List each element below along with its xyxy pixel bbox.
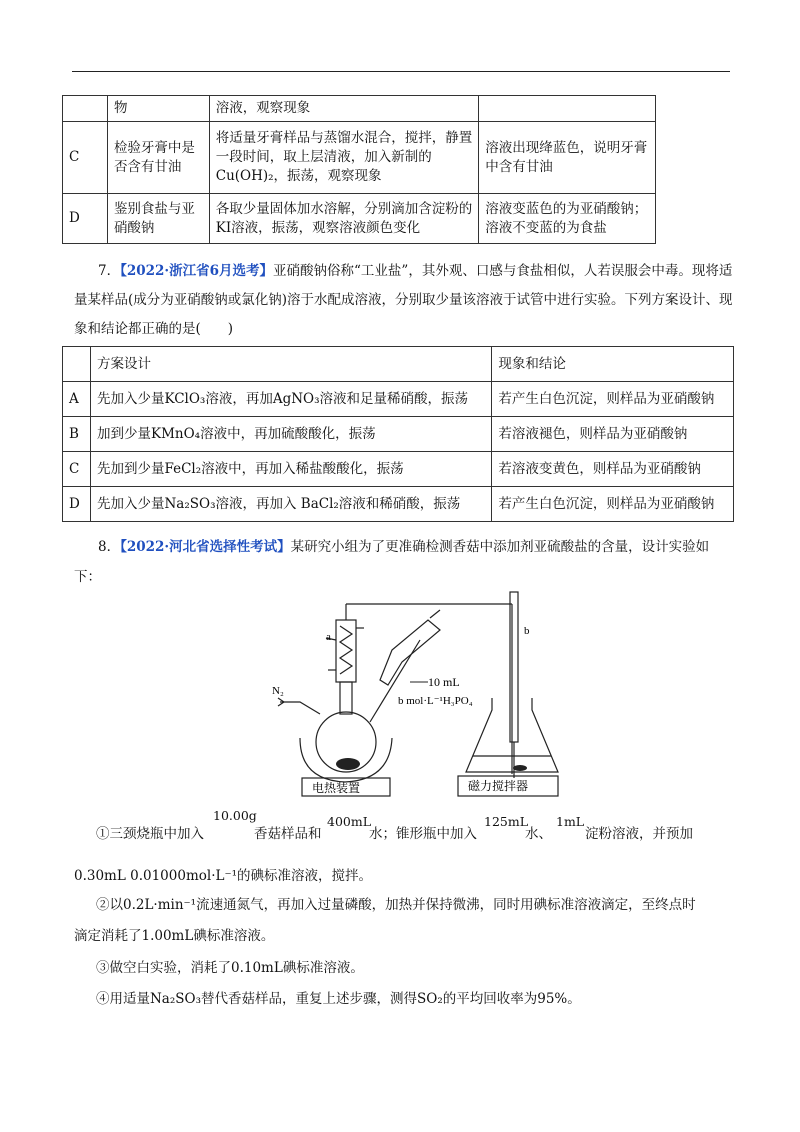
question-number: 7． [98, 263, 121, 279]
apparatus-diagram [270, 590, 560, 798]
option-letter: B [63, 417, 91, 452]
step-4-text: ④用适量Na₂SO₃替代香菇样品，重复上述步骤，测得SO₂的平均回收率为95%。 [96, 991, 581, 1007]
cell-design: 将适量牙膏样品与蒸馏水混合，搅拌，静置一段时间，取上层清液，加入新制的Cu(OH)₂，振荡，观察现象 [209, 122, 479, 194]
table-row [63, 194, 656, 244]
header-result: 现象和结论 [492, 347, 734, 382]
cell-letter: D [63, 194, 108, 244]
step-1-line-2: 0.30mL 0.01000mol·L⁻¹的碘标准溶液，搅拌。 [74, 868, 372, 884]
label-b: b [524, 625, 530, 637]
question-text: 亚硝酸钠俗称“工业盐”，其外观、口感与食盐相似，人若误服会中毒。现将适量某样品(成分为亚硝酸钠或氯化钠)溶于水配成溶液，分别取少量该溶液于试管中进行实验。下列方案设计、现象和结论都正确的是( ) [74, 263, 733, 337]
option-result: 若溶液褪色，则样品为亚硝酸钠 [492, 417, 734, 452]
table-row [63, 452, 734, 487]
step-1-value-mass: 10.00g [213, 808, 257, 823]
cell-letter [63, 96, 108, 122]
continued-options-table [62, 95, 656, 244]
label-stirrer: 磁力搅拌器 [468, 779, 529, 793]
step-3-text: ③做空白实验，消耗了0.10mL碘标准溶液。 [96, 960, 364, 976]
cell-letter: C [63, 122, 108, 194]
option-letter: D [63, 487, 91, 522]
cell-design: 溶液，观察现象 [209, 96, 479, 122]
cell-purpose: 检验牙膏中是否含有甘油 [107, 122, 209, 194]
question-8-stem [74, 532, 734, 592]
step-1-value-water2: 125mL [484, 814, 529, 829]
table-header-row [63, 347, 734, 382]
stir-bar [513, 765, 527, 771]
option-design: 加到少量KMnO₄溶液中，再加硫酸酸化，振荡 [90, 417, 491, 452]
cell-purpose: 鉴别食盐与亚硝酸钠 [107, 194, 209, 244]
question-source: 【2022·河北省选择性考试】 [120, 539, 291, 555]
step-1-value-water: 400mL [327, 814, 372, 829]
cell-result: 溶液变蓝色的为亚硝酸钠；溶液不变蓝的为食盐 [479, 194, 656, 244]
step-1-text-a: ①三颈烧瓶中加入 [96, 826, 204, 842]
burette [510, 592, 518, 742]
option-result: 若产生白色沉淀，则样品为亚硝酸钠 [492, 382, 734, 417]
step-2-text: ②以0.2L·min⁻¹流速通氮气，再加入过量磷酸，加热并保持微沸，同时用碘标准溶液滴定，至终点时 [96, 897, 696, 913]
option-design: 先加到少量FeCl₂溶液中，再加入稀盐酸酸化，振荡 [90, 452, 491, 487]
table-row [63, 96, 656, 122]
label-a: a [326, 631, 331, 643]
option-result: 若溶液变黄色，则样品为亚硝酸钠 [492, 452, 734, 487]
option-letter: A [63, 382, 91, 417]
header-rule [72, 71, 730, 72]
question-7-stem [74, 257, 734, 344]
cell-result [479, 96, 656, 122]
cell-design: 各取少量固体加水溶解，分别滴加含淀粉的KI溶液，振荡，观察溶液颜色变化 [209, 194, 479, 244]
header-design: 方案设计 [90, 347, 491, 382]
option-result: 若产生白色沉淀，则样品为亚硝酸钠 [492, 487, 734, 522]
option-design: 先加入少量KClO₃溶液，再加AgNO₃溶液和足量稀硝酸，振荡 [90, 382, 491, 417]
table-row [63, 417, 734, 452]
option-design: 先加入少量Na₂SO₃溶液，再加入 BaCl₂溶液和稀硝酸，振荡 [90, 487, 491, 522]
option-letter: C [63, 452, 91, 487]
table-row [63, 487, 734, 522]
question-source: 【2022·浙江省6月选考】 [120, 263, 274, 279]
question-number: 8． [98, 539, 121, 555]
question-7-options-table [62, 346, 734, 522]
dropping-funnel-stem [370, 640, 420, 722]
cell-purpose: 物 [107, 96, 209, 122]
question-text: 某研究小组为了更准确检测香菇中添加剂亚硫酸盐的含量，设计实验如下： [74, 539, 710, 585]
flask-neck-center [340, 682, 352, 714]
table-row [63, 382, 734, 417]
step-1-text-c: 水；锥形瓶中加入 [369, 826, 477, 842]
nitrogen-inlet [280, 702, 320, 714]
sample-solid [336, 758, 360, 770]
table-row [63, 122, 656, 194]
label-volume: 10 mL [428, 675, 460, 689]
cell-result: 溶液出现绛蓝色，说明牙膏中含有甘油 [479, 122, 656, 194]
step-2-continued: 滴定消耗了1.00mL碘标准溶液。 [74, 928, 275, 944]
label-n2: N₂ [272, 685, 284, 697]
label-conc: b mol·L⁻¹H₃PO₄ [398, 695, 473, 707]
step-1-text-b: 香菇样品和 [254, 826, 322, 842]
step-1-value-starch: 1mL [556, 814, 585, 829]
step-1-text-d: 水、 [525, 826, 552, 842]
step-1-text-e: 淀粉溶液，并预加 [585, 826, 693, 842]
label-heater: 电热装置 [312, 781, 361, 795]
